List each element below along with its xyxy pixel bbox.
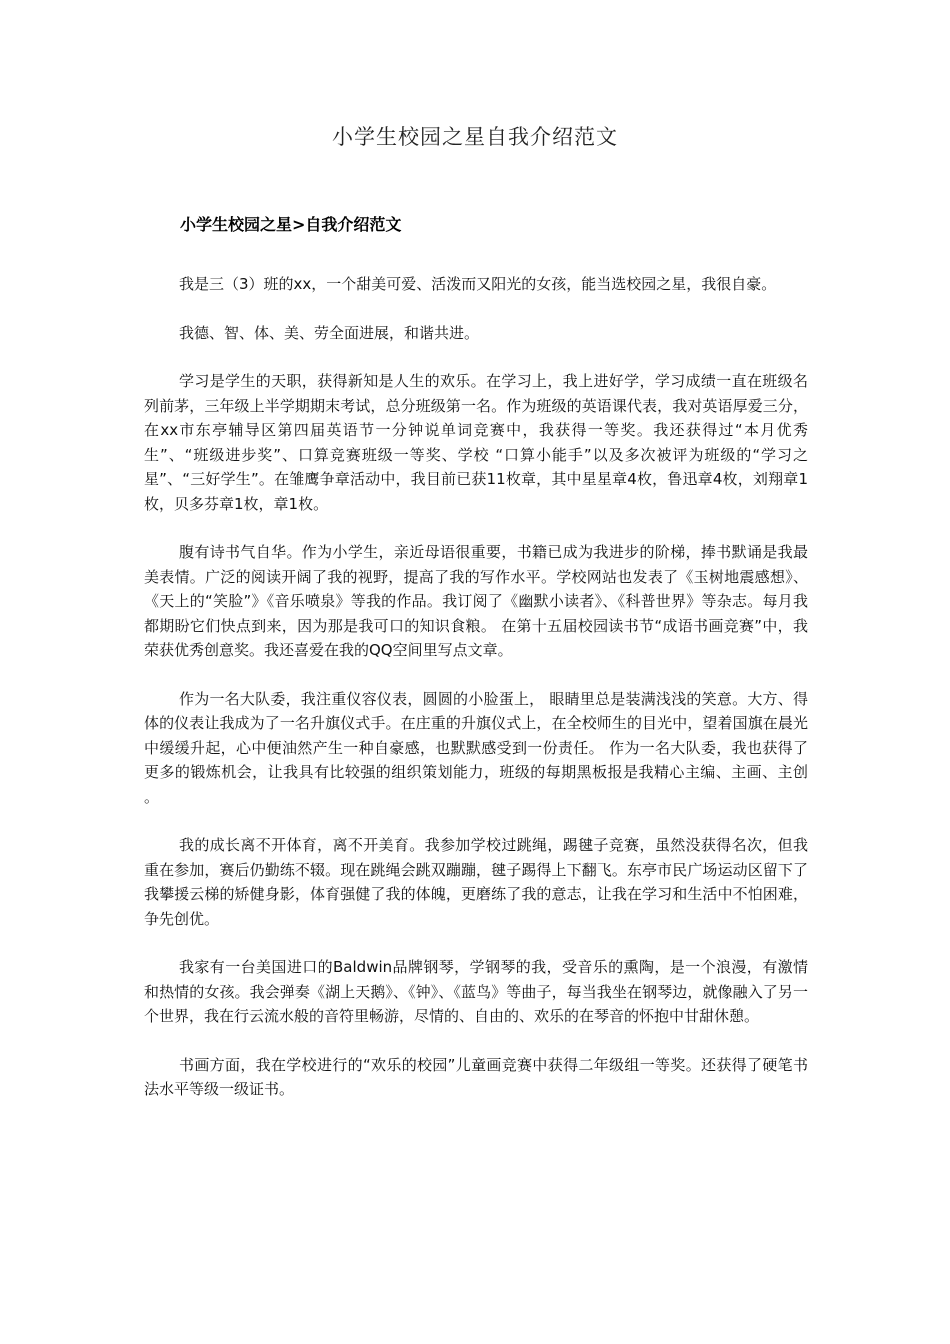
- section-heading: 小学生校园之星>自我介绍范文: [180, 215, 402, 234]
- document-title: 小学生校园之星自我介绍范文: [332, 125, 618, 149]
- paragraph-reading: 腹有诗书气自华。作为小学生，亲近母语很重要，书籍已成为我进步的阶梯，捧书默诵是我最美表情。广泛的阅读开阔了我的视野，提高了我的写作水平。学校网站也发表了《玉树地震感想》、《天上的“笑脸”》《音乐喷泉》等我的作品。我订阅了《幽默小读者》、《科普世界》等杂志。每月我都期盼它们快点到来，因为那是我可口的知识食粮。 在第十五届校园读书节“成语书画竞赛”中，我荣获优秀创意奖。我还喜爱在我的QQ空间里写点文章。: [144, 543, 808, 659]
- paragraph-intro: 我是三（3）班的xx，一个甜美可爱、活泼而又阳光的女孩，能当选校园之星，我很自豪。: [179, 275, 777, 293]
- document-body: [144, 272, 808, 1126]
- paragraph-art: 书画方面，我在学校进行的“欢乐的校园”儿童画竞赛中获得二年级组一等奖。还获得了硬笔书法水平等级一级证书。: [144, 1055, 808, 1098]
- paragraph-all-round: 我德、智、体、美、劳全面进展，和谐共进。: [179, 323, 480, 342]
- paragraph-study: 学习是学生的天职，获得新知是人生的欢乐。在学习上，我上进好学，学习成绩一直在班级名列前茅，三年级上半学期期末考试，总分班级第一名。作为班级的英语课代表，我对英语厚爱三分，在xx市东亭辅导区第四届英语节一分钟说单词竞赛中，我获得一等奖。我还获得过“本月优秀生”、“班级进步奖”、口算竞赛班级一等奖、学校 “口算小能手”以及多次被评为班级的“学习之星”、“三好学生”。在雏鹰争章活动中，我目前已获11枚章，其中星星章4枚，鲁迅章4枚，刘翔章1枚，贝多芬章1枚，章1枚。: [144, 372, 808, 513]
- paragraph-team-committee: 作为一名大队委，我注重仪容仪表，圆圆的小脸蛋上， 眼睛里总是装满浅浅的笑意。大方、得体的仪表让我成为了一名升旗仪式手。在庄重的升旗仪式上，在全校师生的目光中，望着国旗在晨光中缓缓升起，心中便油然产生一种自豪感，也默默感受到一份责任。 作为一名大队委，我也获得了更多的锻炼机会，让我具有比较强的组织策划能力，班级的每期黑板报是我精心主编、主画、主创 。: [144, 689, 808, 806]
- paragraph-sports: 我的成长离不开体育，离不开美育。我参加学校过跳绳，踢毽子竞赛，虽然没获得名次，但我重在参加，赛后仍勤练不辍。现在跳绳会跳双蹦蹦，毽子踢得上下翻飞。东亭市民广场运动区留下了我攀援云梯的矫健身影，体育强健了我的体魄，更磨练了我的意志，让我在学习和生活中不怕困难，争先创优。: [144, 836, 808, 928]
- paragraph-piano: 我家有一台美国进口的Baldwin品牌钢琴，学钢琴的我，受音乐的熏陶，是一个浪漫，有激情和热情的女孩。我会弹奏《湖上天鹅》、《钟》、《蓝鸟》等曲子，每当我坐在钢琴边，就像融入了另一个世界，我在行云流水般的音符里畅游，尽情的、自由的、欢乐的在琴音的怀抱中甘甜休憩。: [144, 958, 808, 1025]
